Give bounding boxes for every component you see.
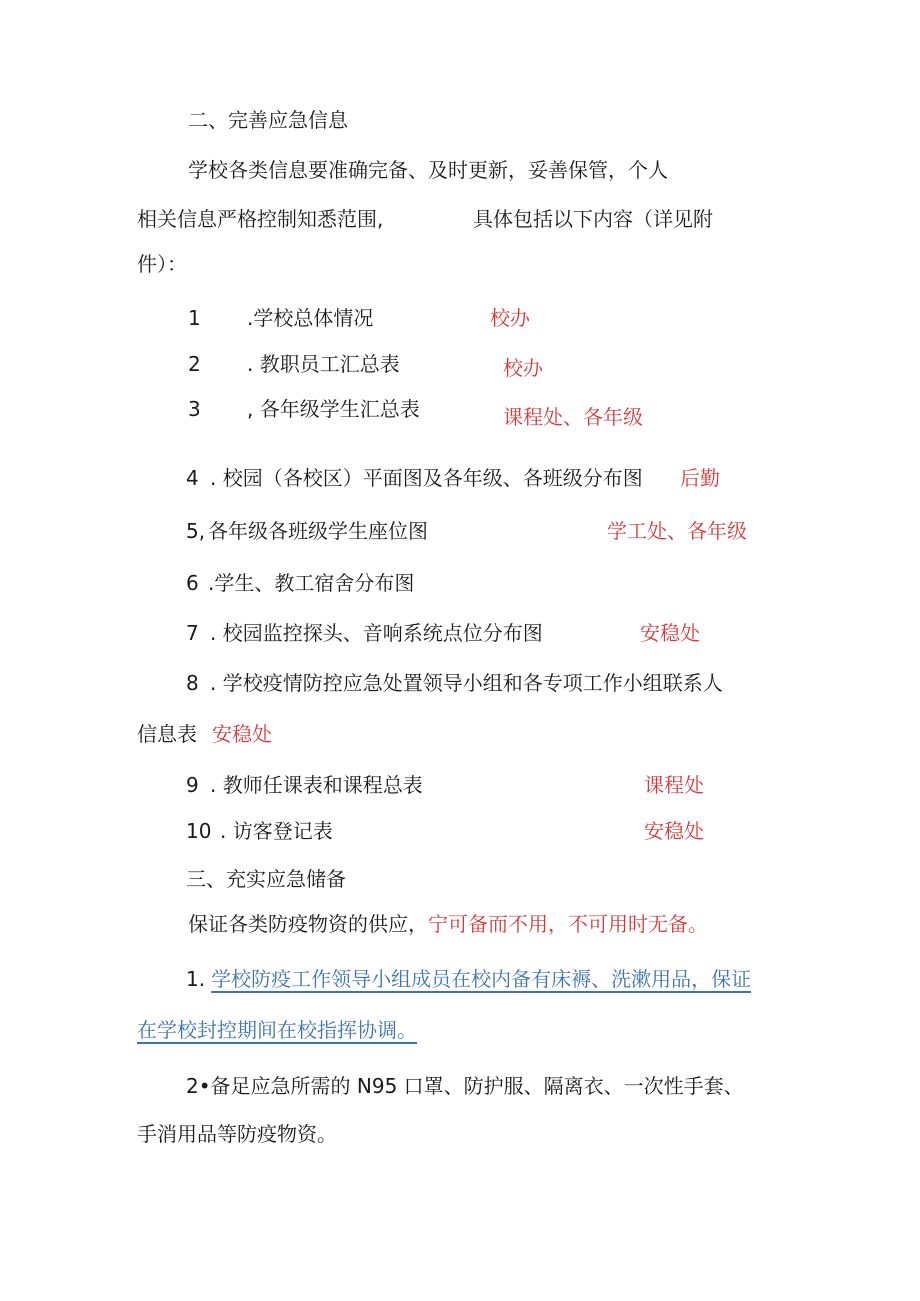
list-item-number: 1 [188, 306, 201, 330]
intro-line-2b: 具体包括以下内容（详见附 [473, 207, 713, 231]
section3-item2-line1 [186, 1073, 744, 1099]
section3-item1-text: 学校防疫工作领导小组成员在校内备有床褥、洗漱用品，保证 [211, 967, 752, 991]
section3-intro-emphasis: 宁可备而不用，不可用时无备。 [428, 912, 708, 936]
list-item-number: 9 [186, 773, 199, 797]
list-item-number: 5, [186, 519, 206, 543]
list-item-dept: 安稳处 [644, 819, 704, 843]
intro-line-3: 件）： [137, 252, 187, 276]
section2-heading: 二、完善应急信息 [188, 108, 348, 132]
list-item-dept: 校办 [503, 356, 543, 380]
list-item-number: 4 [186, 466, 199, 490]
list-item-dept: 课程处、各年级 [503, 405, 643, 429]
list-item-text: 各年级各班级学生座位图 [208, 519, 428, 543]
list-item-dept: 课程处 [644, 773, 704, 797]
list-item-number: 7 [186, 621, 199, 645]
list-item-number: 10 [186, 819, 212, 843]
list-item-text: . 学校疫情防控应急处置领导小组和各专项工作小组联系人 [210, 671, 723, 695]
list-item-text: . 访客登记表 [220, 819, 333, 843]
list-item-text: . 校园监控探头、音响系统点位分布图 [210, 621, 543, 645]
list-item-number: 2 [188, 352, 201, 376]
intro-line-1: 学校各类信息要准确完备、及时更新，妥善保管，个人 [188, 158, 668, 182]
list-item-text: , 各年级学生汇总表 [247, 397, 420, 421]
list-item-text-continued: 信息表 [137, 722, 197, 746]
list-item-dept: 安稳处 [640, 621, 700, 645]
list-item-text: . 校园（各校区）平面图及各年级、各班级分布图 [210, 466, 643, 490]
list-item-text: .学生、教工宿舍分布图 [208, 571, 415, 595]
section3-item2-text: 备足应急所需的 N95 口罩、防护服、隔离衣、一次性手套、 [210, 1074, 744, 1098]
list-item-number: 3 [188, 397, 201, 421]
section3-item1-line1 [186, 966, 751, 992]
intro-line-2a: 相关信息严格控制知悉范围, [137, 207, 384, 231]
section3-item1-number: 1. [186, 967, 206, 991]
section3-item2-number: 2• [186, 1074, 211, 1098]
section3-intro-text: 保证各类防疫物资的供应， [188, 912, 428, 936]
list-item-dept: 安稳处 [212, 722, 272, 746]
list-item-dept: 学工处、各年级 [607, 519, 747, 543]
section3-heading: 三、充实应急储备 [186, 867, 346, 891]
list-item-number: 6 [186, 571, 199, 595]
list-item-number: 8 [186, 671, 199, 695]
section3-item2-line2: 手消用品等防疫物资。 [137, 1122, 337, 1146]
list-item-text: . 教师任课表和课程总表 [210, 773, 423, 797]
list-item-text: . 教职员工汇总表 [247, 352, 400, 376]
section3-item1-line2: 在学校封控期间在校指挥协调。 [137, 1018, 417, 1042]
section3-intro [188, 911, 708, 937]
list-item-text: .学校总体情况 [247, 306, 374, 330]
list-item-dept: 后勤 [680, 466, 720, 490]
list-item-dept: 校办 [490, 306, 530, 330]
